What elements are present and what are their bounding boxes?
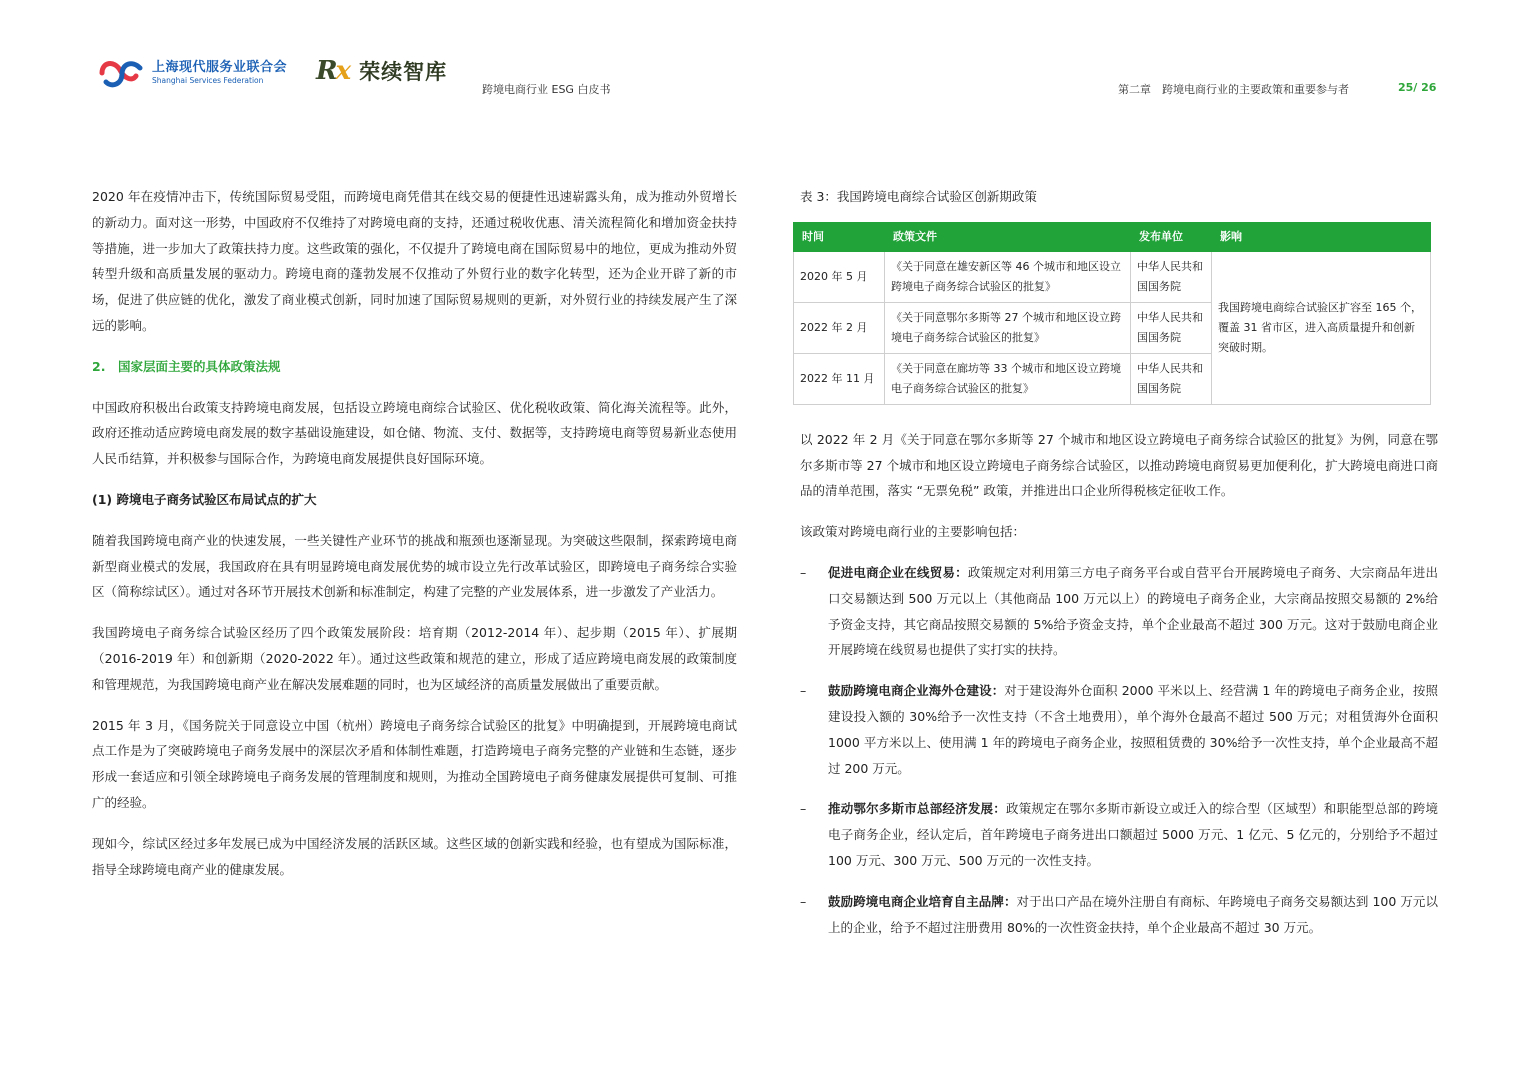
bullet-item <box>800 889 1438 941</box>
bullet-item <box>800 678 1438 781</box>
header-issuer: 发布单位 <box>1131 222 1212 251</box>
bullet-text: 对于建设海外仓面积 2000 平米以上、经营满 1 年的跨境电子商务企业，按照建设投入额的 30%给予一次性支持（不含土地费用），单个海外仓最高不超过 500 万元；对租赁海外仓面积 1000 平方米以上、使用满 1 年的跨境电子商务企业，按照租赁费的 30%给予一次性支持，单个企业最高不超过 200 万元。 <box>828 683 1438 776</box>
cell-policy-document: 《关于同意在廊坊等 33 个城市和地区设立跨境电子商务综合试验区的批复》 <box>885 353 1131 404</box>
bullet-text: 政策规定对利用第三方电子商务平台或自营平台开展跨境电子商务、大宗商品年进出口交易额达到 500 万元以上（其他商品 100 万元以上）的跨境电子商务企业，大宗商品按照交易额的 2%给予资金支持，其它商品按照交易额的 5%给予资金支持，单个企业最高不超过 300 万元。这对于鼓励电商企业开展跨境在线贸易也提供了实打实的扶持。 <box>828 564 1438 658</box>
page-header <box>0 0 1527 110</box>
paragraph: 该政策对跨境电商行业的主要影响包括： <box>800 524 1026 540</box>
paragraph: 2015 年 3 月，《国务院关于同意设立中国（杭州）跨境电子商务综合试验区的批复》中明确提到，开展跨境电商试点工作是为了突破跨境电子商务发展中的深层次矛盾和体制性难题，打造跨境电子商务完整的产业链和生态链，逐步形成一套适应和引领全球跨境电子商务发展的管理制度和规则，为推动全国跨境电子商务健康发展提供可复制、可推广的经验。 <box>92 717 737 810</box>
bullet-dash: – <box>800 564 807 580</box>
cell-time: 2022 年 2 月 <box>794 302 885 353</box>
bullet-dash: – <box>800 683 807 699</box>
document-title: 跨境电商行业 ESG 白皮书 <box>482 83 611 96</box>
header-time: 时间 <box>794 222 885 251</box>
cell-policy-document: 《关于同意鄂尔多斯等 27 个城市和地区设立跨境电子商务综合试验区的批复》 <box>885 302 1131 353</box>
federation-name-en: Shanghai Services Federation <box>152 76 264 86</box>
bullet-dash: – <box>800 801 807 817</box>
paragraph: 随着我国跨境电商产业的快速发展，一些关键性产业环节的挑战和瓶颈也逐渐显现。为突破这些限制，探索跨境电商新型商业模式的发展，我国政府在具有明显跨境电商发展优势的城市设立先行改革试验区，即跨境电子商务综合实验区（简称综试区）。通过对各环节开展技术创新和标准制定，构建了完整的产业发展体系，进一步激发了产业活力。 <box>92 532 737 600</box>
table-row <box>794 251 1431 302</box>
section-heading: 2. 国家层面主要的具体政策法规 <box>92 358 281 374</box>
header-impact: 影响 <box>1212 222 1431 251</box>
cell-impact: 我国跨境电商综合试验区扩容至 165 个，覆盖 31 省市区，进入高质量提升和创新突破时期。 <box>1212 251 1431 404</box>
paragraph: 以 2022 年 2 月《关于同意在鄂尔多斯等 27 个城市和地区设立跨境电子商务综合试验区的批复》为例，同意在鄂尔多斯市等 27 个城市和地区设立跨境电子商务综合试验区，以推动跨境电商贸易更加便利化，扩大跨境电商进口商品的清单范围，落实 “无票免税” 政策，并推进出口企业所得税核定征收工作。 <box>800 431 1438 499</box>
paragraph: 现如今，综试区经过多年发展已成为中国经济发展的活跃区域。这些区域的创新实践和经验，也有望成为国际标准，指导全球跨境电商产业的健康发展。 <box>92 835 737 877</box>
rongxu-logo-mark-r: R <box>316 56 336 86</box>
cell-policy-document: 《关于同意在雄安新区等 46 个城市和地区设立跨境电子商务综合试验区的批复》 <box>885 251 1131 302</box>
table-header-row <box>794 222 1431 251</box>
bullet-item <box>800 796 1438 873</box>
paragraph: 我国跨境电子商务综合试验区经历了四个政策发展阶段：培育期（2012-2014 年）、起步期（2015 年）、扩展期（2016-2019 年）和创新期（2020-2022 年）。通过这些政策和规范的建立，形成了适应跨境电商发展的政策制度和管理规范，为我国跨境电商产业在解决发展难题的同时，也为区域经济的高质量发展做出了重要贡献。 <box>92 625 737 692</box>
cell-issuer: 中华人民共和国国务院 <box>1131 302 1212 353</box>
rongxu-logo-mark <box>316 56 349 86</box>
bullet-title: 鼓励跨境电商企业培育自主品牌： <box>828 893 1017 909</box>
cell-time: 2020 年 5 月 <box>794 251 885 302</box>
cell-time: 2022 年 11 月 <box>794 353 885 404</box>
federation-name-cn: 上海现代服务业联合会 <box>152 60 288 76</box>
bullet-title: 促进电商企业在线贸易： <box>828 564 968 580</box>
bullet-title: 鼓励跨境电商企业海外仓建设： <box>828 683 1005 699</box>
left-column <box>92 184 737 897</box>
subsection-heading: (1) 跨境电子商务试验区布局试点的扩大 <box>92 491 317 507</box>
federation-logo-icon <box>98 56 144 90</box>
paragraph: 中国政府积极出台政策支持跨境电商发展，包括设立跨境电商综合试验区、优化税收政策、简化海关流程等。此外，政府还推动适应跨境电商发展的数字基础设施建设，如仓储、物流、支付、数据等，支持跨境电商等贸易新业态使用人民币结算，并积极参与国际合作，为跨境电商发展提供良好国际环境。 <box>92 399 737 467</box>
bullet-title: 推动鄂尔多斯市总部经济发展： <box>828 801 1006 817</box>
chapter-title: 第二章 跨境电商行业的主要政策和重要参与者 <box>1118 83 1349 96</box>
rongxu-logo-mark-x: x <box>335 56 350 86</box>
rongxu-logo <box>316 56 447 86</box>
bullet-text: 对于出口产品在境外注册自有商标、年跨境电子商务交易额达到 100 万元以上的企业，给予不超过注册费用 80%的一次性资金扶持，单个企业最高不超过 30 万元。 <box>828 893 1438 935</box>
cell-issuer: 中华人民共和国国务院 <box>1131 251 1212 302</box>
right-column <box>800 184 1438 955</box>
policy-table <box>793 222 1431 405</box>
federation-logo <box>98 56 287 90</box>
table-caption: 表 3：我国跨境电商综合试验区创新期政策 <box>800 189 1037 204</box>
bullet-text: 政策规定在鄂尔多斯市新设立或迁入的综合型（区域型）和职能型总部的跨境电子商务企业，经认定后，首年跨境电子商务进出口额超过 5000 万元、1 亿元、5 亿元的，分别给予不超过 100 万元、300 万元、500 万元的一次性支持。 <box>828 801 1438 868</box>
paragraph: 2020 年在疫情冲击下，传统国际贸易受阻，而跨境电商凭借其在线交易的便捷性迅速崭露头角，成为推动外贸增长的新动力。面对这一形势，中国政府不仅维持了对跨境电商的支持，还通过税收优惠、清关流程简化和增加资金扶持等措施，进一步加大了政策扶持力度。这些政策的强化，不仅提升了跨境电商在国际贸易中的地位，更成为推动外贸转型升级和高质量发展的驱动力。跨境电商的蓬勃发展不仅推动了外贸行业的数字化转型，还为企业开辟了新的市场，促进了供应链的优化，激发了商业模式创新，同时加速了国际贸易规则的更新，对外贸行业的持续发展产生了深远的影响。 <box>92 189 737 333</box>
rongxu-name: 荣续智库 <box>359 60 448 84</box>
bullet-dash: – <box>800 893 807 909</box>
header-policy-document: 政策文件 <box>885 222 1131 251</box>
bullet-item <box>800 560 1438 663</box>
page-number: 25/ 26 <box>1398 81 1437 94</box>
cell-issuer: 中华人民共和国国务院 <box>1131 353 1212 404</box>
